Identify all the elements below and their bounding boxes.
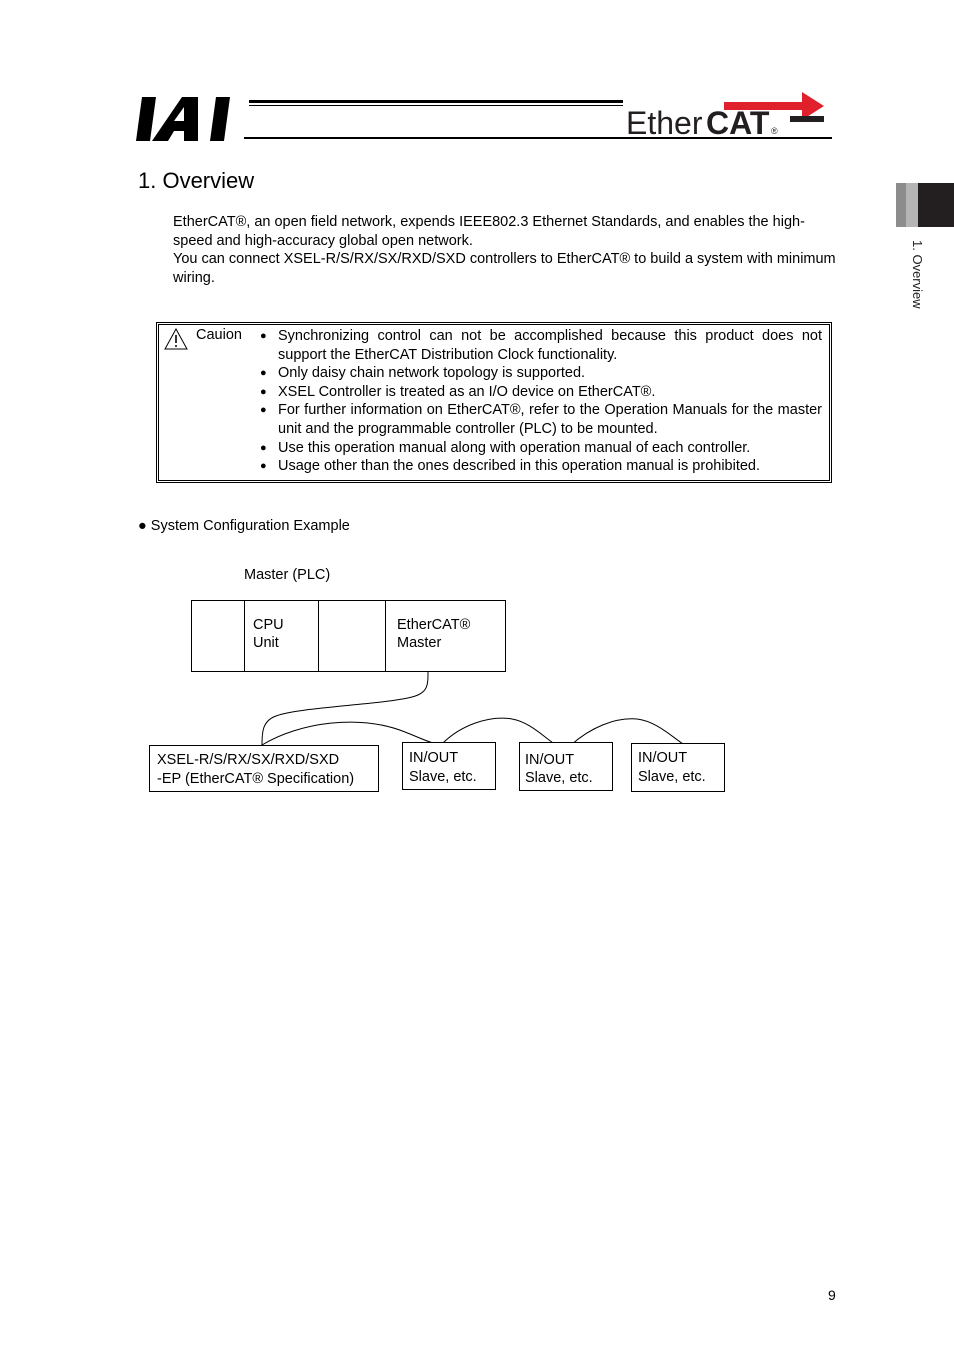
caution-item: ● Synchronizing control can not be accomplished because this product does not support the EtherCAT Distribution Clock functionality. — [258, 327, 822, 364]
intro-paragraph-2: You can connect XSEL-R/S/RX/SX/RXD/SXD controllers to EtherCAT® to build a system with minimum wiring. — [173, 251, 836, 286]
system-config-heading: ● System Configuration Example — [138, 518, 350, 534]
ethercat-master-label: Master — [397, 635, 442, 651]
side-tab-text: 1. Overview — [910, 240, 925, 309]
slave-label: IN/OUT — [409, 750, 459, 766]
network-cables — [262, 672, 683, 745]
svg-text:Ether: Ether — [626, 105, 703, 138]
caution-label: Cauion — [196, 327, 242, 343]
caution-item: ● XSEL Controller is treated as an I/O device on EtherCAT®. — [258, 383, 822, 402]
slave-label: IN/OUT — [638, 750, 688, 766]
caution-item: ● For further information on EtherCAT®, refer to the Operation Manuals for the master unit and the programmable controller (PLC) to be mounted. — [258, 401, 822, 438]
svg-text:®: ® — [771, 126, 778, 136]
cpu-unit-label: CPU — [253, 617, 284, 633]
cable-slave2-to-slave3 — [571, 719, 683, 745]
plc-rack-frame — [192, 601, 506, 672]
caution-item: ● Use this operation manual along with operation manual of each controller. — [258, 439, 822, 458]
slave-label: Slave, etc. — [525, 770, 593, 786]
svg-text:CAT: CAT — [706, 105, 770, 138]
slave-label: Slave, etc. — [638, 769, 706, 785]
cpu-unit-label: Unit — [253, 635, 279, 651]
caution-item: ● Only daisy chain network topology is supported. — [258, 364, 822, 383]
xsel-controller-label: XSEL-R/S/RX/SX/RXD/SXD — [157, 752, 340, 768]
slave-label: IN/OUT — [525, 752, 575, 768]
plc-rack — [192, 601, 506, 672]
caution-item: ● Usage other than the ones described in this operation manual is prohibited. — [258, 457, 822, 476]
slave-label: Slave, etc. — [409, 769, 477, 785]
cable-xsel-to-slave1 — [262, 722, 441, 745]
cable-master-to-xsel — [262, 672, 428, 745]
page-number: 9 — [828, 1287, 836, 1303]
ethercat-master-label: EtherCAT® — [397, 617, 471, 633]
xsel-controller-label: -EP (EtherCAT® Specification) — [157, 771, 355, 787]
master-plc-label: Master (PLC) — [244, 567, 331, 583]
section-title: 1. Overview — [138, 168, 255, 193]
intro-paragraph-1: EtherCAT®, an open field network, expends IEEE802.3 Ethernet Standards, and enables the high-speed and high-accuracy global open network. — [173, 214, 805, 249]
cable-slave1-to-slave2 — [441, 718, 556, 745]
